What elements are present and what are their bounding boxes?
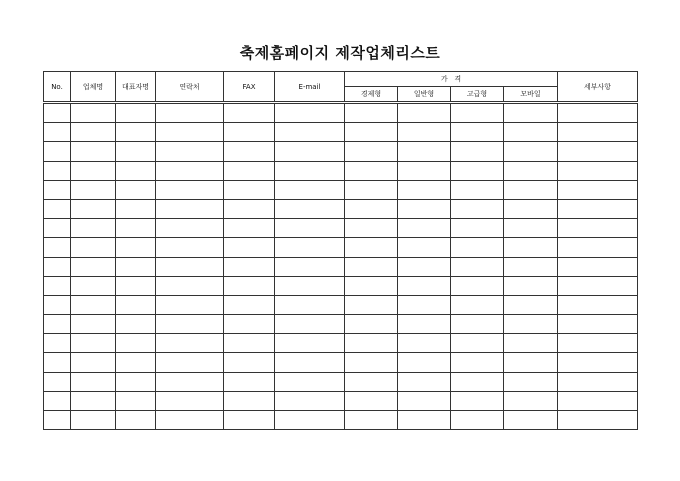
table-cell[interactable]	[44, 238, 71, 257]
table-cell[interactable]	[44, 103, 71, 123]
table-cell[interactable]	[345, 199, 398, 218]
table-cell[interactable]	[224, 315, 275, 334]
table-cell[interactable]	[156, 353, 224, 372]
table-cell[interactable]	[398, 353, 451, 372]
table-row	[44, 161, 638, 180]
table-cell[interactable]	[44, 315, 71, 334]
table-cell[interactable]	[345, 295, 398, 314]
table-cell[interactable]	[398, 161, 451, 180]
table-cell[interactable]	[558, 180, 638, 199]
table-row	[44, 295, 638, 314]
table-cell[interactable]	[275, 257, 345, 276]
table-cell[interactable]	[156, 334, 224, 353]
table-cell[interactable]	[275, 123, 345, 142]
table-cell[interactable]	[156, 103, 224, 123]
table-cell[interactable]	[224, 257, 275, 276]
table-cell[interactable]	[224, 142, 275, 161]
table-cell[interactable]	[156, 238, 224, 257]
table-cell[interactable]	[345, 219, 398, 238]
table-cell[interactable]	[275, 372, 345, 391]
table-cell[interactable]	[345, 238, 398, 257]
table-cell[interactable]	[71, 315, 116, 334]
table-cell[interactable]	[156, 180, 224, 199]
col-header-representative: 대표자명	[116, 72, 156, 103]
table-cell[interactable]	[44, 372, 71, 391]
table-cell[interactable]	[224, 353, 275, 372]
table-cell[interactable]	[156, 276, 224, 295]
table-row	[44, 219, 638, 238]
table-cell[interactable]	[451, 123, 504, 142]
table-row	[44, 315, 638, 334]
table-cell[interactable]	[71, 103, 116, 123]
table-cell[interactable]	[156, 372, 224, 391]
table-cell[interactable]	[558, 353, 638, 372]
table-cell[interactable]	[71, 334, 116, 353]
table-cell[interactable]	[156, 391, 224, 410]
table-cell[interactable]	[504, 103, 558, 123]
table-cell[interactable]	[116, 334, 156, 353]
col-header-price-group: 가 격	[345, 72, 558, 87]
table-cell[interactable]	[116, 142, 156, 161]
table-cell[interactable]	[504, 276, 558, 295]
table-cell[interactable]	[224, 411, 275, 430]
table-cell[interactable]	[71, 353, 116, 372]
col-header-company: 업체명	[71, 72, 116, 103]
table-cell[interactable]	[345, 257, 398, 276]
table-cell[interactable]	[504, 199, 558, 218]
table-cell[interactable]	[44, 199, 71, 218]
table-cell[interactable]	[558, 161, 638, 180]
table-cell[interactable]	[44, 161, 71, 180]
table-cell[interactable]	[345, 103, 398, 123]
table-cell[interactable]	[116, 391, 156, 410]
table-cell[interactable]	[345, 391, 398, 410]
table-row	[44, 123, 638, 142]
table-cell[interactable]	[275, 199, 345, 218]
table-cell[interactable]	[275, 295, 345, 314]
table-cell[interactable]	[224, 334, 275, 353]
table-cell[interactable]	[558, 257, 638, 276]
table-row	[44, 238, 638, 257]
table-cell[interactable]	[116, 276, 156, 295]
table-cell[interactable]	[116, 123, 156, 142]
table-cell[interactable]	[398, 315, 451, 334]
table-cell[interactable]	[71, 257, 116, 276]
table-cell[interactable]	[504, 391, 558, 410]
table-cell[interactable]	[398, 257, 451, 276]
table-cell[interactable]	[504, 257, 558, 276]
table-cell[interactable]	[398, 391, 451, 410]
table-row	[44, 142, 638, 161]
table-cell[interactable]	[44, 123, 71, 142]
table-cell[interactable]	[224, 123, 275, 142]
table-cell[interactable]	[275, 219, 345, 238]
table-cell[interactable]	[451, 391, 504, 410]
table-cell[interactable]	[116, 219, 156, 238]
table-cell[interactable]	[558, 315, 638, 334]
table-cell[interactable]	[71, 180, 116, 199]
table-cell[interactable]	[504, 315, 558, 334]
table-cell[interactable]	[398, 219, 451, 238]
table-cell[interactable]	[71, 391, 116, 410]
table-cell[interactable]	[44, 295, 71, 314]
table-cell[interactable]	[345, 161, 398, 180]
table-cell[interactable]	[275, 142, 345, 161]
table-cell[interactable]	[116, 238, 156, 257]
table-cell[interactable]	[116, 295, 156, 314]
table-cell[interactable]	[451, 142, 504, 161]
table-cell[interactable]	[71, 142, 116, 161]
table-cell[interactable]	[44, 411, 71, 430]
table-cell[interactable]	[558, 411, 638, 430]
table-row	[44, 411, 638, 430]
table-cell[interactable]	[224, 372, 275, 391]
table-cell[interactable]	[398, 238, 451, 257]
table-cell[interactable]	[398, 142, 451, 161]
table-cell[interactable]	[504, 295, 558, 314]
table-cell[interactable]	[224, 391, 275, 410]
table-body	[44, 103, 638, 430]
table-row	[44, 257, 638, 276]
table-cell[interactable]	[156, 257, 224, 276]
table-cell[interactable]	[156, 219, 224, 238]
table-cell[interactable]	[398, 123, 451, 142]
table-cell[interactable]	[275, 180, 345, 199]
table-cell[interactable]	[224, 199, 275, 218]
table-cell[interactable]	[116, 372, 156, 391]
table-cell[interactable]	[224, 238, 275, 257]
table-cell[interactable]	[44, 180, 71, 199]
table-cell[interactable]	[44, 353, 71, 372]
table-cell[interactable]	[71, 238, 116, 257]
table-row	[44, 103, 638, 123]
page-title: 축제홈페이지 제작업체리스트	[239, 44, 441, 62]
table-cell[interactable]	[224, 161, 275, 180]
table-row	[44, 276, 638, 295]
table-cell[interactable]	[345, 276, 398, 295]
table-cell[interactable]	[398, 199, 451, 218]
table-cell[interactable]	[398, 276, 451, 295]
col-header-price-economy: 경제형	[345, 87, 398, 103]
table-cell[interactable]	[451, 334, 504, 353]
table-cell[interactable]	[451, 219, 504, 238]
table-cell[interactable]	[156, 123, 224, 142]
col-header-no: No.	[44, 72, 71, 103]
table-cell[interactable]	[275, 391, 345, 410]
col-header-contact: 연락처	[156, 72, 224, 103]
table-cell[interactable]	[44, 219, 71, 238]
table-cell[interactable]	[156, 315, 224, 334]
table-cell[interactable]	[71, 219, 116, 238]
table-cell[interactable]	[558, 276, 638, 295]
table-cell[interactable]	[116, 257, 156, 276]
table-cell[interactable]	[224, 180, 275, 199]
col-header-price-standard: 일반형	[398, 87, 451, 103]
table-cell[interactable]	[116, 103, 156, 123]
table-cell[interactable]	[558, 199, 638, 218]
vendor-list-table	[43, 71, 638, 430]
table-cell[interactable]	[451, 276, 504, 295]
table-cell[interactable]	[156, 295, 224, 314]
col-header-details: 세부사항	[558, 72, 638, 103]
table-cell[interactable]	[345, 123, 398, 142]
table-cell[interactable]	[504, 353, 558, 372]
table-cell[interactable]	[451, 411, 504, 430]
table-cell[interactable]	[451, 257, 504, 276]
table-cell[interactable]	[275, 315, 345, 334]
table-cell[interactable]	[275, 238, 345, 257]
table-cell[interactable]	[398, 411, 451, 430]
table-cell[interactable]	[71, 411, 116, 430]
table-row	[44, 334, 638, 353]
table-cell[interactable]	[224, 276, 275, 295]
table-cell[interactable]	[44, 334, 71, 353]
table-cell[interactable]	[398, 295, 451, 314]
table-cell[interactable]	[44, 257, 71, 276]
table-cell[interactable]	[451, 295, 504, 314]
table-cell[interactable]	[398, 103, 451, 123]
table-cell[interactable]	[504, 238, 558, 257]
table-cell[interactable]	[504, 334, 558, 353]
table-cell[interactable]	[504, 161, 558, 180]
table-cell[interactable]	[451, 199, 504, 218]
table-cell[interactable]	[504, 142, 558, 161]
col-header-email: E-mail	[275, 72, 345, 103]
table-cell[interactable]	[275, 334, 345, 353]
table-cell[interactable]	[116, 180, 156, 199]
col-header-price-mobile: 모바일	[504, 87, 558, 103]
table-cell[interactable]	[345, 315, 398, 334]
table-cell[interactable]	[156, 142, 224, 161]
table-cell[interactable]	[345, 180, 398, 199]
table-cell[interactable]	[451, 315, 504, 334]
table-cell[interactable]	[224, 295, 275, 314]
table-cell[interactable]	[275, 276, 345, 295]
col-header-fax: FAX	[224, 72, 275, 103]
table-row	[44, 199, 638, 218]
table-cell[interactable]	[44, 276, 71, 295]
table-cell[interactable]	[558, 103, 638, 123]
table-cell[interactable]	[116, 411, 156, 430]
table-cell[interactable]	[451, 372, 504, 391]
table-cell[interactable]	[345, 353, 398, 372]
table-cell[interactable]	[504, 123, 558, 142]
table-cell[interactable]	[44, 142, 71, 161]
table-cell[interactable]	[156, 411, 224, 430]
table-cell[interactable]	[345, 372, 398, 391]
table-cell[interactable]	[156, 199, 224, 218]
table-cell[interactable]	[275, 161, 345, 180]
table-row	[44, 372, 638, 391]
table-cell[interactable]	[71, 295, 116, 314]
table-cell[interactable]	[558, 142, 638, 161]
table-cell[interactable]	[558, 219, 638, 238]
col-header-price-premium: 고급형	[451, 87, 504, 103]
table-cell[interactable]	[224, 103, 275, 123]
table-cell[interactable]	[558, 391, 638, 410]
table-cell[interactable]	[156, 161, 224, 180]
table-cell[interactable]	[345, 334, 398, 353]
table-cell[interactable]	[275, 103, 345, 123]
table-cell[interactable]	[71, 276, 116, 295]
table-cell[interactable]	[451, 353, 504, 372]
table-cell[interactable]	[558, 123, 638, 142]
table-cell[interactable]	[71, 161, 116, 180]
table-row	[44, 391, 638, 410]
table-cell[interactable]	[116, 161, 156, 180]
table-cell[interactable]	[504, 372, 558, 391]
table-cell[interactable]	[116, 353, 156, 372]
table-cell[interactable]	[451, 103, 504, 123]
table-cell[interactable]	[558, 372, 638, 391]
table-cell[interactable]	[345, 411, 398, 430]
table-cell[interactable]	[275, 353, 345, 372]
table-cell[interactable]	[398, 334, 451, 353]
table-cell[interactable]	[558, 334, 638, 353]
table-cell[interactable]	[44, 391, 71, 410]
table-cell[interactable]	[116, 199, 156, 218]
table-row	[44, 180, 638, 199]
table-cell[interactable]	[451, 161, 504, 180]
table-cell[interactable]	[345, 142, 398, 161]
table-cell[interactable]	[398, 372, 451, 391]
table-cell[interactable]	[451, 238, 504, 257]
table-cell[interactable]	[224, 219, 275, 238]
table-cell[interactable]	[71, 199, 116, 218]
table-cell[interactable]	[504, 219, 558, 238]
table-cell[interactable]	[504, 180, 558, 199]
table-cell[interactable]	[504, 411, 558, 430]
table-cell[interactable]	[398, 180, 451, 199]
table-cell[interactable]	[116, 315, 156, 334]
header-row-top	[44, 72, 638, 87]
table-cell[interactable]	[71, 123, 116, 142]
table-cell[interactable]	[558, 295, 638, 314]
table-cell[interactable]	[558, 238, 638, 257]
table-cell[interactable]	[451, 180, 504, 199]
table-cell[interactable]	[275, 411, 345, 430]
table-cell[interactable]	[71, 372, 116, 391]
table-row	[44, 353, 638, 372]
